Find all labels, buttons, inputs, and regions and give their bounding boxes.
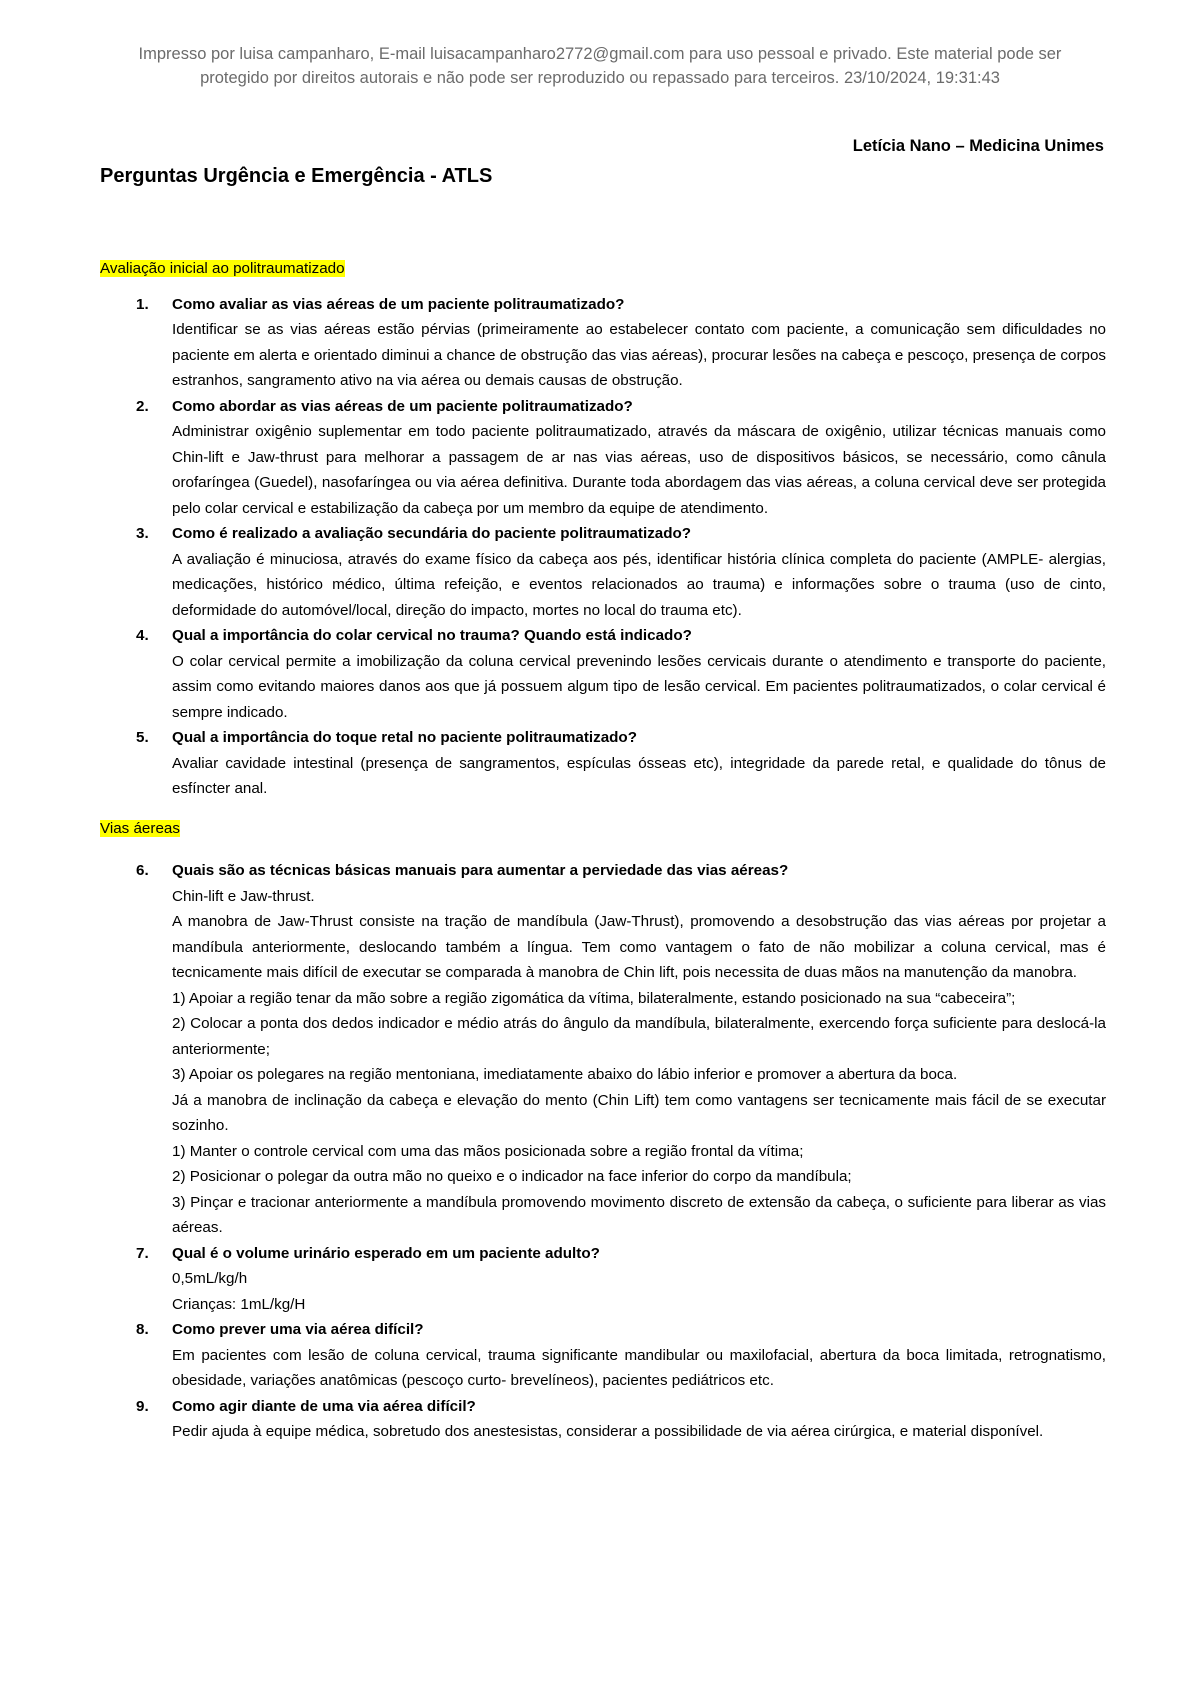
answer-paragraph: O colar cervical permite a imobilização da coluna cervical prevenindo lesões cervicais durante o atendimento e transporte do paciente, assim como evitando maiores danos aos que já possuem algum tipo de lesão cervical. Em pacientes politraumatizados, o colar cervical é sempre indicado.	[172, 652, 1106, 721]
question-number: 1.	[136, 295, 149, 313]
question-item	[100, 1317, 1106, 1394]
question-title: Qual é o volume urinário esperado em um paciente adulto?	[172, 1244, 600, 1262]
answer-paragraph: Identificar se as vias aéreas estão pérvias (primeiramente ao estabelecer contato com paciente, a comunicação sem dificuldades no paciente em alerta e orientado diminui a chance de obstrução das vias aéreas), procurar lesões na cabeça e pescoço, presença de corpos estranhos, sangramento ativo na via aérea ou demais causas de obstrução.	[172, 321, 1106, 389]
answer-paragraph: A avaliação é minuciosa, através do exame físico da cabeça aos pés, identificar história clínica completa do paciente (AMPLE- alergias, medicações, histórico médico, última refeição, e eventos relacionados ao trauma) e informações sobre o trauma (uso de cinto, deformidade do automóvel/local, direção do impacto, mortes no local do trauma etc).	[172, 550, 1106, 619]
question-item	[100, 858, 1106, 1241]
question-number: 9.	[136, 1397, 149, 1415]
question-title: Como avaliar as vias aéreas de um paciente politraumatizado?	[172, 295, 625, 313]
watermark-line-2: protegido por direitos autorais e não pode ser reproduzido ou repassado para terceiros. 23/10/2024, 19:31:43	[200, 69, 1000, 87]
answer-paragraph: Em pacientes com lesão de coluna cervical, trauma significante mandibular ou maxilofacial, abertura da boca limitada, retrognatismo, obesidade, variações anatômicas (pescoço curto- brevelíneos), pacientes pediátricos etc.	[172, 1346, 1106, 1389]
section	[100, 256, 1106, 802]
question-title: Como agir diante de uma via aérea difícil?	[172, 1397, 476, 1415]
section	[100, 802, 1106, 1445]
document-body	[100, 256, 1106, 1445]
question-title: Quais são as técnicas básicas manuais para aumentar a perviedade das vias aéreas?	[172, 862, 789, 879]
question-item	[100, 1241, 1106, 1318]
answer-paragraph: Chin-lift e Jaw-thrust.	[172, 887, 315, 905]
section-heading: Avaliação inicial ao politraumatizado	[100, 260, 345, 277]
author-line: Letícia Nano – Medicina Unimes	[852, 137, 1104, 155]
question-item	[100, 292, 1106, 394]
question-number: 8.	[136, 1321, 149, 1338]
answer-paragraph: Administrar oxigênio suplementar em todo paciente politraumatizado, através da máscara de oxigênio, utilizar técnicas manuais como Chin-lift e Jaw-thrust para melhorar a passagem de ar nas vias aéreas, uso de dispositivos básicos, se necessário, como cânula orofaríngea (Guedel), nasofaríngea ou via aérea definitiva. Durante toda abordagem das vias aéreas, a coluna cervical deve ser protegida pelo colar cervical e estabilização da cabeça por um membro da equipe de atendimento.	[172, 423, 1106, 517]
question-number: 6.	[136, 862, 149, 879]
answer-paragraph: A manobra de Jaw-Thrust consiste na tração de mandíbula (Jaw-Thrust), promovendo a desobstrução das vias aéreas por projetar a mandíbula anteriormente, deslocando também a língua. Tem como vantagem o fato de não mobilizar a coluna cervical, mas é tecnicamente mais difícil de executar se comparada à manobra de Chin lift, pois necessita de duas mãos na manutenção da manobra.	[172, 913, 1106, 981]
answer-paragraph: Crianças: 1mL/kg/H	[172, 1295, 306, 1313]
answer-paragraph: 1) Manter o controle cervical com uma das mãos posicionada sobre a região frontal da vítima;	[172, 1142, 804, 1160]
print-watermark	[60, 42, 1140, 90]
question-number: 4.	[136, 627, 149, 644]
answer-paragraph: 1) Apoiar a região tenar da mão sobre a região zigomática da vítima, bilateralmente, estando posicionado na sua “cabeceira”;	[172, 989, 1016, 1007]
answer-paragraph: 3) Apoiar os polegares na região mentoniana, imediatamente abaixo do lábio inferior e promover a abertura da boca.	[172, 1066, 958, 1083]
answer-paragraph: 2) Posicionar o polegar da outra mão no queixo e o indicador na face inferior do corpo da mandíbula;	[172, 1168, 852, 1185]
question-title: Qual a importância do colar cervical no trauma? Quando está indicado?	[172, 627, 692, 644]
question-title: Como abordar as vias aéreas de um paciente politraumatizado?	[172, 397, 633, 415]
question-number: 7.	[136, 1244, 149, 1262]
answer-paragraph: Avaliar cavidade intestinal (presença de sangramentos, espículas ósseas etc), integridade da parede retal, e qualidade do tônus de esfíncter anal.	[172, 754, 1106, 797]
question-item	[100, 394, 1106, 522]
document-title: Perguntas Urgência e Emergência - ATLS	[100, 165, 493, 187]
answer-paragraph: 2) Colocar a ponta dos dedos indicador e médio atrás do ângulo da mandíbula, bilateralmente, exercendo força suficiente para deslocá-la anteriormente;	[172, 1015, 1106, 1058]
answer-paragraph: 3) Pinçar e tracionar anteriormente a mandíbula promovendo movimento discreto de extensão da cabeça, o suficiente para liberar as vias aéreas.	[172, 1193, 1106, 1236]
watermark-line-1: Impresso por luisa campanharo, E-mail luisacampanharo2772@gmail.com para uso pessoal e privado. Este material pode ser	[138, 45, 1062, 63]
question-title: Como é realizado a avaliação secundária do paciente politraumatizado?	[172, 525, 692, 542]
answer-paragraph: Pedir ajuda à equipe médica, sobretudo dos anestesistas, considerar a possibilidade de via aérea cirúrgica, e material disponível.	[172, 1423, 1044, 1440]
question-title: Como prever uma via aérea difícil?	[172, 1321, 424, 1338]
question-item	[100, 623, 1106, 725]
question-title: Qual a importância do toque retal no paciente politraumatizado?	[172, 729, 637, 746]
question-number: 3.	[136, 525, 149, 542]
question-number: 2.	[136, 397, 149, 415]
section-heading: Vias áereas	[100, 819, 180, 837]
question-item	[100, 1394, 1106, 1445]
answer-paragraph: Já a manobra de inclinação da cabeça e elevação do mento (Chin Lift) tem como vantagens ser tecnicamente mais fácil de se executar sozinho.	[172, 1091, 1106, 1134]
question-number: 5.	[136, 729, 149, 746]
question-item	[100, 725, 1106, 802]
answer-paragraph: 0,5mL/kg/h	[172, 1270, 248, 1287]
question-item	[100, 521, 1106, 623]
